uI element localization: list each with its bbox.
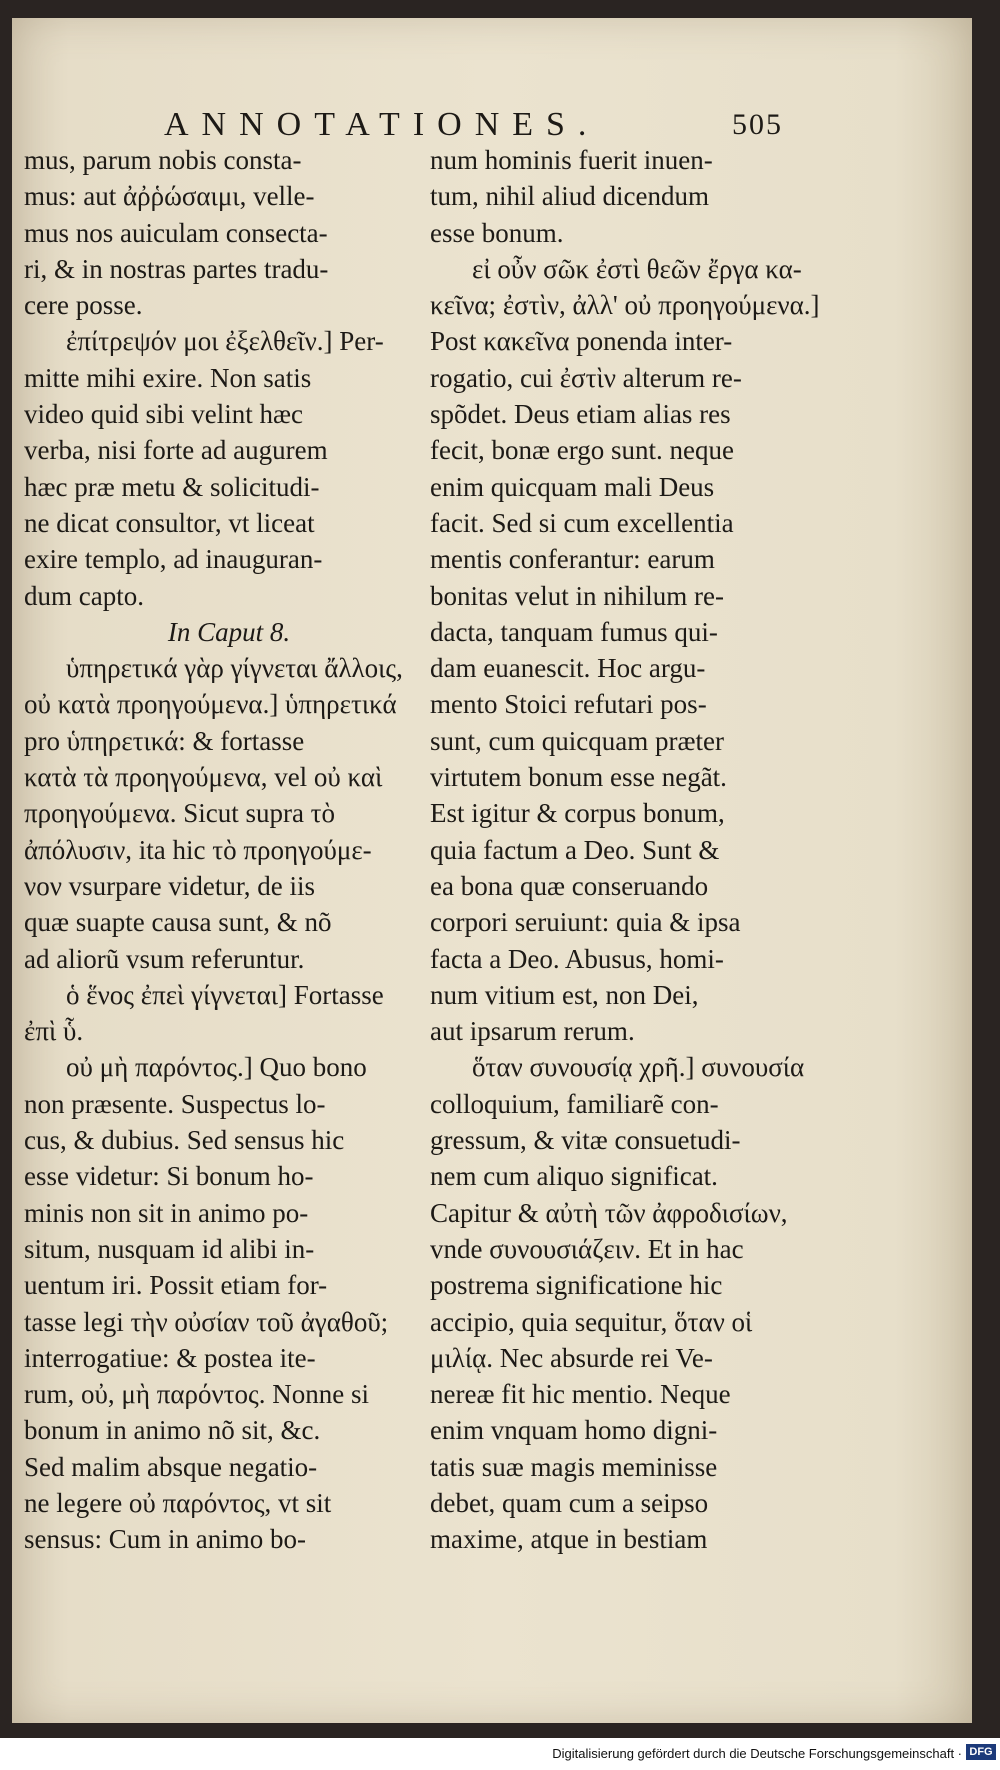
text-line: Sed malim absque negatio- xyxy=(24,1451,318,1482)
text-line: colloquium, familiarẽ con- xyxy=(430,1088,719,1119)
text-line: ad aliorũ vsum referuntur. xyxy=(24,943,305,974)
text-line: νον vsurpare videtur, de iis xyxy=(24,870,316,901)
text-line: προηγούμενα. Sicut supra τὸ xyxy=(24,798,336,829)
text-line: mentis conferantur: earum xyxy=(430,544,715,575)
text-line: In Caput 8. xyxy=(167,616,291,647)
running-title: ANNOTATIONES. xyxy=(164,106,600,143)
text-line: ea bona quæ conseruando xyxy=(430,870,709,901)
text-line: ὅταν συνουσίᾳ χρῆ.] συνουσία xyxy=(472,1052,805,1083)
text-line: maxime, atque in bestiam xyxy=(430,1524,708,1555)
text-line: nem cum aliquo significat. xyxy=(430,1161,718,1192)
text-line: dum capto. xyxy=(24,580,144,611)
text-line: εἰ οὖν σῶκ ἐστὶ θεῶν ἔργα κα- xyxy=(472,253,802,284)
text-line: non præsente. Suspectus lo- xyxy=(24,1088,326,1119)
text-line: interrogatiue: & postea ite- xyxy=(24,1342,316,1373)
right-text-column xyxy=(430,142,850,1558)
text-line: vnde συνουσιάζειν. Et in hac xyxy=(430,1233,744,1264)
text-line: ri, & in nostras partes tradu- xyxy=(24,253,329,284)
text-line: tatis suæ magis meminisse xyxy=(430,1451,718,1482)
text-line: esse videtur: Si bonum ho- xyxy=(24,1161,314,1192)
text-line: οὐ κατὰ προηγούμενα.] ὑπηρετικά xyxy=(24,689,397,720)
text-line: mus nos auiculam consecta- xyxy=(24,217,328,248)
text-line: κεῖνα; ἐστὶν, ἀλλ' οὐ προηγούμενα.] xyxy=(430,290,820,321)
text-line: ὑπηρετικά γὰρ γίγνεται ἄλλοις, xyxy=(66,653,403,684)
text-line: μιλίᾳ. Nec absurde rei Ve- xyxy=(430,1342,713,1373)
text-line: mus: aut ἀῤῥώσαιμι, velle- xyxy=(24,181,315,212)
text-line: situm, nusquam id alibi in- xyxy=(24,1233,315,1264)
text-line: hæc præ metu & solicitudi- xyxy=(24,471,320,502)
text-line: cus, & dubius. Sed sensus hic xyxy=(24,1125,345,1156)
text-line: gressum, & vitæ consuetudi- xyxy=(430,1125,741,1156)
page-number: 505 xyxy=(732,108,783,141)
text-line: rum, οὐ, μὴ παρόντος. Nonne si xyxy=(24,1379,369,1410)
text-line: bonum in animo nõ sit, &c. xyxy=(24,1415,321,1446)
text-line: cere posse. xyxy=(24,290,143,321)
text-line: debet, quam cum a seipso xyxy=(430,1487,709,1518)
text-line: esse bonum. xyxy=(430,217,564,248)
text-line: spõdet. Deus etiam alias res xyxy=(430,399,731,430)
text-line: sensus: Cum in animo bo- xyxy=(24,1524,306,1555)
text-line: mento Stoici refutari pos- xyxy=(430,689,707,720)
text-line: video quid sibi velint hæc xyxy=(24,399,303,430)
text-line: mitte mihi exire. Non satis xyxy=(24,362,312,393)
page-header xyxy=(12,106,972,146)
text-line: postrema significatione hic xyxy=(430,1270,723,1301)
text-line: κατὰ τὰ προηγούμενα, vel οὐ καὶ xyxy=(24,762,383,793)
text-line: Post κακεῖνα ponenda inter- xyxy=(430,326,733,357)
text-line: enim vnquam homo digni- xyxy=(430,1415,718,1446)
text-line: accipio, quia sequitur, ὅταν οἱ xyxy=(430,1306,753,1337)
text-line: ne legere οὐ παρόντος, vt sit xyxy=(24,1487,332,1518)
text-line: ὁ ἕνος ἐπεὶ γίγνεται] Fortasse xyxy=(66,979,384,1010)
text-line: virtutem bonum esse negãt. xyxy=(430,762,727,793)
text-line: pro ὑπηρετικά: & fortasse xyxy=(24,725,305,756)
text-line: ἀπόλυσιν, ita hic τὸ προηγούμε- xyxy=(24,834,372,865)
text-line: dam euanescit. Hoc argu- xyxy=(430,653,706,684)
text-line: enim quicquam mali Deus xyxy=(430,471,715,502)
text-line: exire templo, ad inauguran- xyxy=(24,544,323,575)
text-line: fecit, bonæ ergo sunt. neque xyxy=(430,435,734,466)
footer-credit: Digitalisierung gefördert durch die Deutsche Forschungsgemeinschaft · xyxy=(552,1746,962,1761)
dfg-logo: DFG xyxy=(966,1744,996,1760)
text-line: num hominis fuerit inuen- xyxy=(430,145,713,175)
text-line: Capitur & αὐτὴ τῶν ἀφροδισίων, xyxy=(430,1197,788,1228)
text-line: verba, nisi forte ad augurem xyxy=(24,435,328,466)
text-line: nereæ fit hic mentio. Neque xyxy=(430,1379,731,1410)
text-line: tum, nihil aliud dicendum xyxy=(430,181,709,212)
left-text-column xyxy=(24,142,434,1558)
text-line: minis non sit in animo po- xyxy=(24,1197,309,1228)
digitization-footer xyxy=(0,1738,1000,1770)
book-page xyxy=(12,18,972,1723)
text-line: ἐπίτρεψόν μοι ἐξελθεῖν.] Per- xyxy=(66,326,384,357)
text-line: mus, parum nobis consta- xyxy=(24,145,302,175)
text-line: quia factum a Deo. Sunt & xyxy=(430,834,720,865)
text-line: ἐπὶ ὗ. xyxy=(24,1016,84,1047)
text-line: οὐ μὴ παρόντος.] Quo bono xyxy=(66,1052,367,1083)
text-line: ne dicat consultor, vt liceat xyxy=(24,507,315,538)
text-line: aut ipsarum rerum. xyxy=(430,1016,635,1047)
text-line: quæ suapte causa sunt, & nõ xyxy=(24,907,332,938)
text-line: rogatio, cui ἐστὶν alterum re- xyxy=(430,362,742,393)
text-line: dacta, tanquam fumus qui- xyxy=(430,616,718,647)
text-line: bonitas velut in nihilum re- xyxy=(430,580,724,611)
text-line: Est igitur & corpus bonum, xyxy=(430,798,725,829)
text-line: tasse legi τὴν οὐσίαν τοῦ ἀγαθοῦ; xyxy=(24,1306,389,1337)
text-line: uentum iri. Possit etiam for- xyxy=(24,1270,328,1301)
text-line: sunt, cum quicquam præter xyxy=(430,725,724,756)
text-line: num vitium est, non Dei, xyxy=(430,979,699,1010)
text-line: corpori seruiunt: quia & ipsa xyxy=(430,907,741,938)
text-line: facit. Sed si cum excellentia xyxy=(430,507,734,538)
text-line: facta a Deo. Abusus, homi- xyxy=(430,943,724,974)
